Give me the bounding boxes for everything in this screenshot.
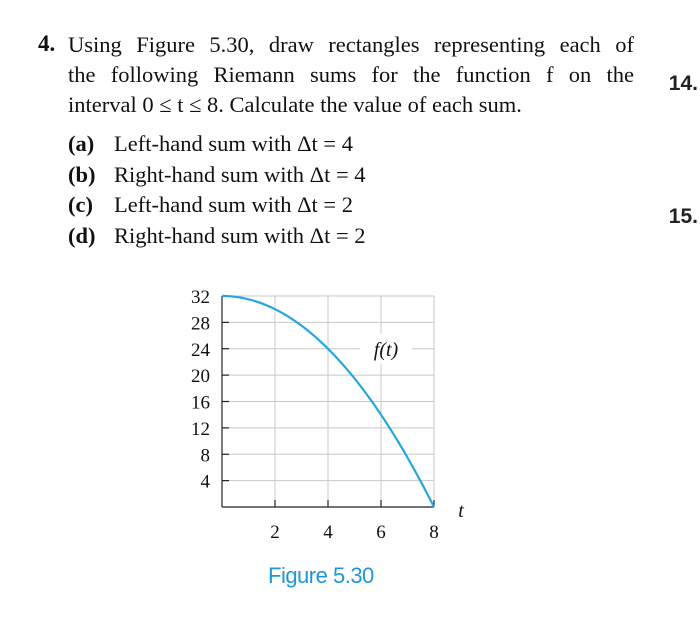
y-tick-label: 16 [191,392,210,414]
part-label: (c) [68,192,93,217]
part-text: Left-hand sum with Δt = 2 [114,192,353,217]
problem-line-3: interval 0 ≤ t ≤ 8. Calculate the value of each sum. [68,92,522,117]
x-tick-label: 2 [270,522,280,543]
part-label: (a) [68,131,95,156]
part-text: Right-hand sum with Δt = 4 [114,161,366,187]
curve-label: f(t) [373,338,399,361]
next-problem-number-15: 15. [668,205,698,228]
part-text: Right-hand sum with Δt = 2 [114,222,366,248]
x-axis-label: t [458,500,464,522]
part-label: (b) [68,161,96,187]
x-tick-label: 6 [376,522,386,543]
part-label: (d) [68,222,96,248]
y-tick-label: 4 [200,471,210,493]
y-tick-label: 20 [191,366,210,388]
part-text: Left-hand sum with Δt = 4 [114,131,353,156]
problem-number: 4. [38,31,56,56]
y-tick-label: 28 [191,313,210,335]
y-tick-label: 8 [200,445,210,467]
y-tick-label: 12 [191,418,210,440]
problem-line-2: the following Riemann sums for the function f on the [68,62,634,87]
x-tick-label: 8 [429,522,439,543]
next-problem-number-14: 14. [668,72,698,95]
y-tick-label: 32 [191,287,210,308]
problem-line-1: Using Figure 5.30, draw rectangles representing each of [68,32,634,57]
x-tick-label: 4 [323,522,333,543]
y-tick-label: 24 [191,339,210,361]
figure-caption: Figure 5.30 [268,563,374,588]
